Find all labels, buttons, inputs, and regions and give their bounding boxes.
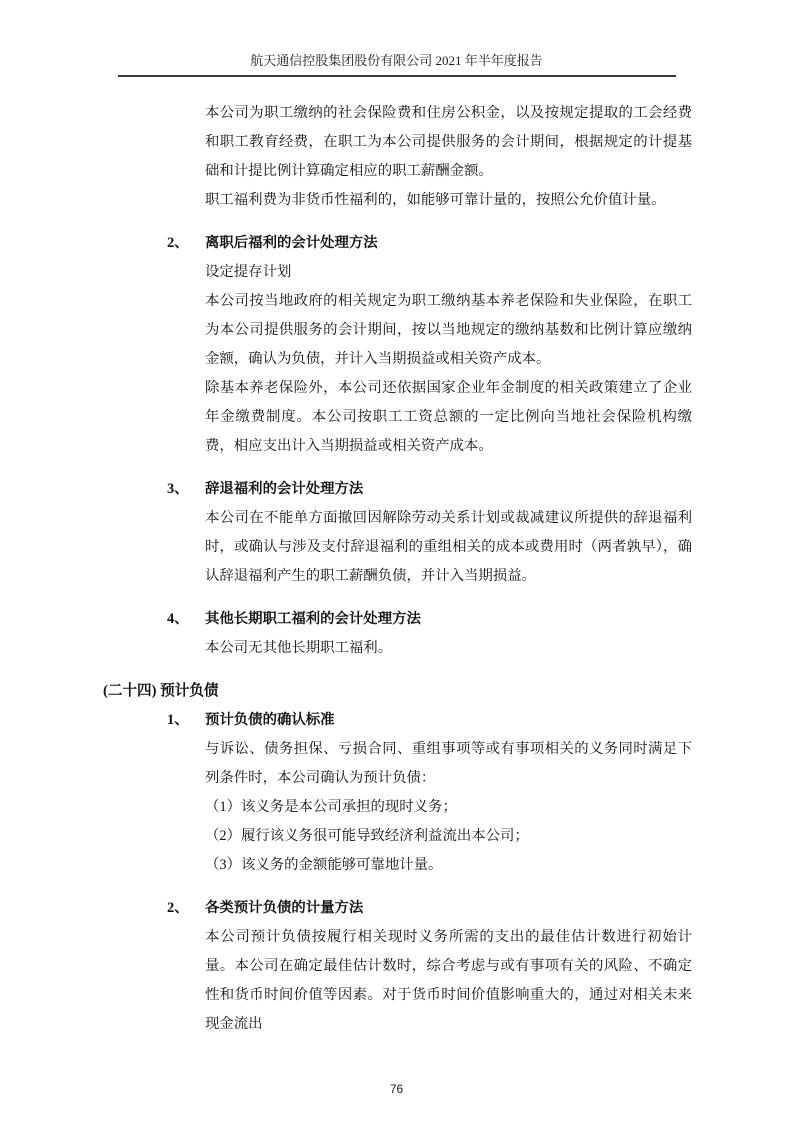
subsection-heading (167, 605, 793, 634)
paragraph: 除基本养老保险外，本公司还依据国家企业年金制度的相关政策建立了企业年金缴费制度。本公司按职工工资总额的一定比例向当地社会保险机构缴费，相应支出计入当期损益或相关资产成本。 (205, 380, 692, 454)
subsection-heading (167, 706, 793, 735)
paragraph: 本公司为职工缴纳的社会保险费和住房公积金，以及按规定提取的工会经费和职工教育经费，在职工为本公司提供服务的会计期间，根据规定的计提基础和计提比例计算确定相应的职工薪酬金额。 (205, 105, 692, 179)
subsection-number: 4、 (167, 611, 189, 627)
subsection-title: 各类预计负债的计量方法 (205, 900, 364, 916)
subsection-title: 预计负债的确认标准 (205, 712, 335, 728)
subsection-heading (167, 894, 793, 923)
subsection-title: 离职后福利的会计处理方法 (205, 235, 378, 251)
paragraph: 本公司在不能单方面撤回因解除劳动关系计划或裁减建议所提供的辞退福利时，或确认与涉及支付辞退福利的重组相关的成本或费用时（两者孰早），确认辞退福利产生的职工薪酬负债，并计入当期损益。 (205, 510, 692, 584)
page-number: 76 (389, 1082, 404, 1096)
subsection-number: 2、 (167, 900, 189, 916)
list-item: （2）履行该义务很可能导致经济利益流出本公司； (205, 828, 529, 844)
page-header (118, 0, 676, 75)
report-title: 航天通信控股集团股份有限公司 2021 年半年度报告 (250, 53, 543, 68)
paragraph: 与诉讼、债务担保、亏损合同、重组事项等或有事项相关的义务同时满足下列条件时，本公司确认为预计负债： (205, 741, 692, 786)
page-footer (0, 1082, 793, 1096)
subsection-heading (167, 475, 793, 504)
paragraph: 本公司预计负债按履行相关现时义务所需的支出的最佳估计数进行初始计量。本公司在确定最佳估计数时，综合考虑与或有事项有关的风险、不确定性和货币时间价值等因素。对于货币时间价值影响重大的，通过对相关未来现金流出 (205, 929, 692, 1032)
paragraph: 设定提存计划 (205, 264, 292, 280)
document-body (0, 77, 793, 1039)
list-item: （1）该义务是本公司承担的现时义务； (205, 799, 457, 815)
list-item: （3）该义务的金额能够可靠地计量。 (205, 857, 443, 873)
paragraph: 本公司按当地政府的相关规定为职工缴纳基本养老保险和失业保险，在职工为本公司提供服务的会计期间，按以当地规定的缴纳基数和比例计算应缴纳金额，确认为负债，并计入当期损益或相关资产成本。 (205, 293, 692, 367)
subsection-heading (167, 229, 793, 258)
subsection-number: 1、 (167, 712, 189, 728)
subsection-number: 3、 (167, 481, 189, 497)
subsection-number: 2、 (167, 235, 189, 251)
subsection-title: 辞退福利的会计处理方法 (205, 481, 364, 497)
section-heading: (二十四) 预计负债 (103, 683, 219, 699)
paragraph: 本公司无其他长期职工福利。 (205, 640, 393, 656)
paragraph: 职工福利费为非货币性福利的，如能够可靠计量的，按照公允价值计量。 (205, 192, 666, 208)
subsection-title: 其他长期职工福利的会计处理方法 (205, 611, 421, 627)
